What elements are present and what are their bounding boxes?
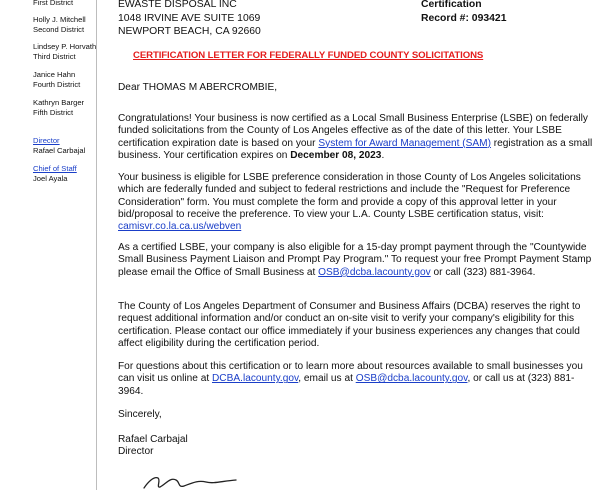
expiration-date: December 08, 2023 (290, 150, 382, 162)
letter-title: CERTIFICATION LETTER FOR FEDERALLY FUNDED COUNTY SOLICITATIONS (133, 50, 484, 61)
sidebar-director-name: Rafael Carbajal (33, 146, 86, 156)
sidebar-supervisor-name: Kathryn Barger (33, 98, 85, 107)
paragraph-text: Your business is eligible for LSBE preference consideration in those County of Los Angeles solicitations which are federally funded and subject to federal restrictions and include the "Request for Preference Consideration" form. You must complete the form and provide a copy of this approval letter in your bid/proposal to receive the preference. To view your L.A. County LSBE certification status, visit: (118, 172, 581, 221)
sam-link[interactable]: System for Award Management (SAM) (318, 137, 491, 149)
sidebar-district-label: Fifth District (33, 108, 74, 118)
paragraph-text: Congratulations! Your business is now certified as a Local Small Business Enterprise (LSBE) on federally funded solicitations from the County of Los Angeles effective as of the date of this letter. Your LSBE certification expiration date is based on your (118, 113, 588, 149)
dcba-website-link[interactable]: DCBA.lacounty.gov (212, 373, 299, 385)
closing: Sincerely, (118, 409, 162, 420)
osb-email-link[interactable]: OSB@dcba.lacounty.gov (355, 373, 468, 385)
sidebar-entry-second-district (33, 15, 86, 36)
sidebar-director-heading: Director (33, 136, 60, 145)
sidebar-entry-fourth-district (33, 70, 80, 91)
recipient-address (118, 0, 261, 39)
recipient-city: NEWPORT BEACH, CA 92660 (118, 26, 261, 38)
paragraph-text: or call (323) 881-3964. (430, 266, 536, 278)
sidebar-entry-chief-of-staff (33, 164, 77, 185)
sidebar-district-label: Third District (33, 52, 76, 62)
paragraph-preference (118, 172, 596, 234)
sidebar-entry-third-district (33, 42, 96, 63)
paragraph-text: , email us at (298, 373, 356, 385)
paragraph-verification: The County of Los Angeles Department of Consumer and Business Affairs (DCBA) reserves the right to request additional information and/or conduct an on-site visit to verify your company's eligibility for this certification. Please contact our office immediately if your business experiences any changes that could affect eligibility during the certification period. (118, 301, 581, 350)
paragraph-text: As a certified LSBE, your company is also eligible for a 15-day prompt payment through the "Countywide Small Business Payment Liaison and Prompt Pay Program." To request your free Prompt Payment Stamp please email the Office of Small Business at (118, 242, 592, 278)
sidebar-entry-fifth-district (33, 98, 84, 119)
paragraph-certification (118, 113, 596, 162)
sidebar-chief-of-staff-name: Joel Ayala (33, 174, 68, 184)
sidebar-entry-first-district (33, 0, 73, 8)
sidebar (0, 0, 97, 490)
signer-block (118, 434, 596, 459)
sidebar-district-label: Second District (33, 25, 85, 35)
paragraph-text: . (381, 150, 385, 162)
signer-title: Director (118, 446, 154, 458)
certification-block (421, 0, 506, 25)
salutation: Dear THOMAS M ABERCROMBIE, (118, 82, 278, 93)
paragraph-text: registration as a small business. Your certification expires on (118, 137, 593, 162)
sidebar-district-label: Fourth District (33, 80, 81, 90)
sidebar-supervisor-name: Janice Hahn (33, 70, 76, 79)
paragraph-prompt-payment (118, 242, 596, 279)
recipient-street: 1048 IRVINE AVE SUITE 1069 (118, 12, 261, 24)
paragraph-contact (118, 361, 596, 398)
certification-record-number: Record #: 093421 (421, 12, 507, 24)
osb-email-link[interactable]: OSB@dcba.lacounty.gov (318, 266, 431, 278)
handwritten-signature (140, 472, 250, 490)
paragraph-text: , or call us at (323) 881-3964. (118, 373, 575, 397)
signer-name: Rafael Carbajal (118, 434, 188, 445)
recipient-company-name: EWASTE DISPOSAL INC (118, 0, 237, 10)
sidebar-supervisor-name: Holly J. Mitchell (33, 15, 86, 24)
sidebar-chief-of-staff-heading: Chief of Staff (33, 164, 77, 173)
sidebar-district-label: First District (33, 0, 74, 7)
paragraph-text: For questions about this certification or to learn more about resources available to small businesses you can visit us online at (118, 361, 583, 385)
sidebar-entry-director (33, 136, 85, 157)
lsbe-status-link[interactable]: camisvr.co.la.ca.us/webven (118, 221, 242, 233)
certification-label: Certification (421, 0, 482, 10)
sidebar-supervisor-name: Lindsey P. Horvath (33, 42, 97, 51)
